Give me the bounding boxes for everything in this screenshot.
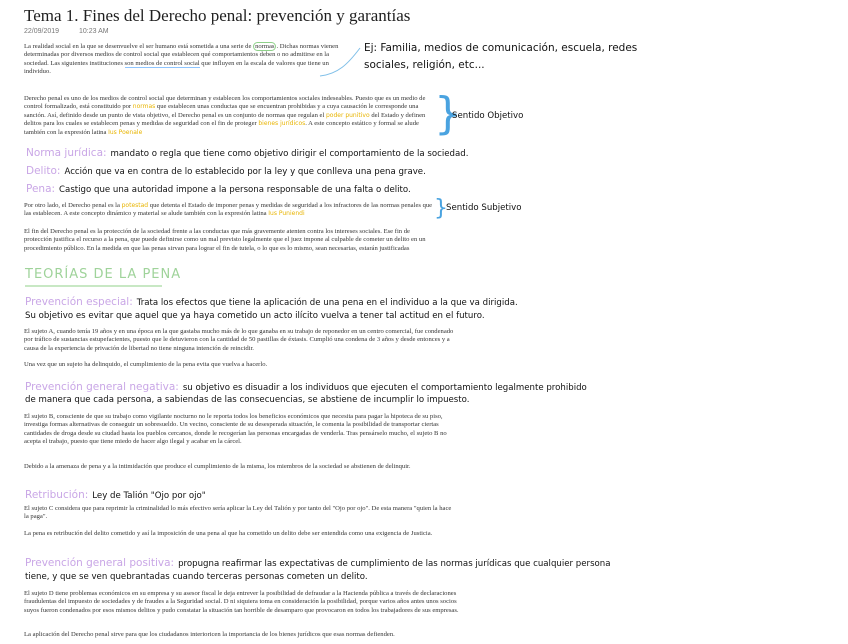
positive-example: El sujeto D tiene problemas económicos en su empresa y su asesor fiscal le deja entrever la posibilidad de defraudar a la Hacienda pública a través de declaraciones fraudulentas del impuesto de sociedades y de fraudes a la Seguridad social. D ni siquiera toma en consideración la posibilidad, porque varios años antes unos socios suyos fueron condenados por esos mismos delitos y pudo constatar la situación tan horrible de desamparo que provocaron en todos los trabajadores de sus empresas. bbox=[24, 590, 459, 614]
normas-highlight: normas bbox=[255, 43, 275, 50]
negative-example: El sujeto B, consciente de que su trabajo como vigilante nocturno no le reporta todos los beneficios económicos que necesita para pagar la hipoteca de su piso, investiga formas alternativas de conseguir un sobresueldo. Un vecino, consciente de su desesperada situación, le comenta la posibilidad de transportar ciertas cantidades de droga desde su ciudad hasta los pueblos cercanos, donde le recogerían las personas encargadas de venderla. Tras pensárselo mucho, el sujeto B no acepta el trabajo, puesto que tiene miedo de hacer algo ilegal y acabar en la cárcel. bbox=[24, 413, 447, 446]
definition-item: Delito: Acción que va en contra de lo establecido por la ley y que conlleva una pena grave. bbox=[26, 165, 426, 177]
definition-item: Pena: Castigo que una autoridad impone a la persona responsable de una falta o delito. bbox=[26, 183, 411, 195]
retribution-conclusion: La pena es retribución del delito cometido y así la imposición de una pena al que ha cometido un delito debe ser entendida como una exigencia de Justicia. bbox=[24, 530, 433, 537]
page-title: Tema 1. Fines del Derecho penal: prevención y garantías bbox=[24, 6, 411, 25]
subjective-note: Sentido Subjetivo bbox=[446, 203, 522, 213]
intro-paragraph: La realidad social en la que se desenvuelve el ser humano está sometida a una serie de normas . Dichas normas vienen determinadas por diversos medios de control social que establecen qué comportamientos deben o no admitirse en la sociedad. Las siguientes instituciones son medios de control social que influyen en la escala de valores que tiene un individuo. bbox=[24, 43, 339, 76]
special-prevention-line2: Su objetivo es evitar que aquel que ya haya cometido un acto ilícito vuelva a tener tal actitud en el futuro. bbox=[25, 311, 485, 321]
subjective-paragraph: Por otro lado, el Derecho penal es la potestad que detenta el Estado de imponer penas y medidas de seguridad a los infractores de las normas penales que las establecen. A este concepto dinámico y material se alude también con la expresión latina Ius Puniendi bbox=[24, 202, 433, 218]
retribution: Retribución: Ley de Talión "Ojo por ojo" bbox=[25, 489, 206, 501]
special-conclusion: Una vez que un sujeto ha delinquido, el cumplimiento de la pena evita que vuelva a hacerlo. bbox=[24, 361, 268, 368]
page-time: 10:23 AM bbox=[79, 28, 109, 35]
medios-highlight: son medios de control social bbox=[124, 59, 200, 67]
positive-prevention-line2: tiene, y que se ven quebrantadas cuando terceras personas cometen un delito. bbox=[25, 572, 368, 582]
objective-paragraph: Derecho penal es uno de los medios de control social que determinan y establecen los comportamientos sociales indeseables. Puesto que es un medio de control formalizado, está constituido por normas que establecen unas conductas que se encuentran prohibidas y a cuya causación le corresponde una sanción. Así, definido desde un punto de vista objetivo, el Derecho penal es un conjunto de normas que regulan el poder punitivo del Estado y definen delitos para los cuales se establecen penas y medidas de seguridad con el fin de proteger bienes jurídicos. A este concepto estático y formal se alude también con la expresión latina Ius Poenale bbox=[24, 95, 426, 136]
negative-prevention: Prevención general negativa: su objetivo es disuadir a los individuos que ejecuten el comportamiento legalmente prohibido bbox=[25, 381, 587, 393]
purpose-paragraph: El fin del Derecho penal es la protección de la sociedad frente a las conductas que más gravemente atenten contra los intereses sociales. Ese fin de protección justifica el recurso a la pena, que puede definirse como un mal previsto legalmente que el juez impone al culpable de cometer un delito en un procedimiento público. En la medida en que las penas sirvan para lograr el fin de tutela, o lo que es lo mismo, sean necesarias, estarán justificadas bbox=[24, 228, 426, 252]
negative-prevention-line2: de manera que cada persona, a sabiendas de las consecuencias, se abstiene de incumplir lo impuesto. bbox=[25, 395, 470, 405]
special-example: El sujeto A, cuando tenía 19 años y en una época en la que gastaba mucho más de lo que ganaba en su trabajo de reponedor en un centro comercial, fue condenado por tráfico de sustancias estupefacientes, puesto que le detuvieron con la cantidad de 50 pastillas de éxtasis. Cumplió una condena de 3 años y desde entonces y a causa de la experiencia de privación de libertad no tiene ninguna intención de reincidir. bbox=[24, 328, 454, 352]
heading-underline bbox=[24, 284, 164, 288]
brace-icon: } bbox=[434, 196, 448, 221]
retribution-example: El sujeto C considera que para reprimir la criminalidad lo más efectivo sería aplicar la Ley del Talión y por tanto del "Ojo por ojo". De esta manera "quien la hace la paga". bbox=[24, 505, 452, 521]
positive-conclusion: La aplicación del Derecho penal sirve para que los ciudadanos interioricen la importancia de los bienes jurídicos que esas normas defienden. bbox=[24, 631, 395, 638]
page-date: 22/09/2019 bbox=[24, 28, 60, 35]
definition-item: Norma jurídica: mandato o regla que tiene como objetivo dirigir el comportamiento de la sociedad. bbox=[26, 147, 469, 159]
intro-handwritten-note: Ej: Familia, medios de comunicación, escuela, redes sociales, religión, etc... bbox=[364, 42, 638, 71]
page-meta bbox=[24, 28, 127, 35]
theories-heading: TEORÍAS DE LA PENA bbox=[25, 267, 182, 282]
positive-prevention: Prevención general positiva: propugna reafirmar las expectativas de cumplimiento de las normas jurídicas que cualquier persona bbox=[25, 557, 611, 569]
definitions-list bbox=[26, 143, 546, 197]
negative-conclusion: Debido a la amenaza de pena y a la intimidación que produce el cumplimiento de la misma, los miembros de la sociedad se abstienen de delinquir. bbox=[24, 463, 411, 470]
brace-icon: } bbox=[434, 88, 462, 139]
objective-note: Sentido Objetivo bbox=[452, 111, 524, 121]
connector-line bbox=[318, 44, 364, 80]
special-prevention: Prevención especial: Trata los efectos que tiene la aplicación de una pena en el individuo a la que va dirigida. bbox=[25, 296, 518, 308]
